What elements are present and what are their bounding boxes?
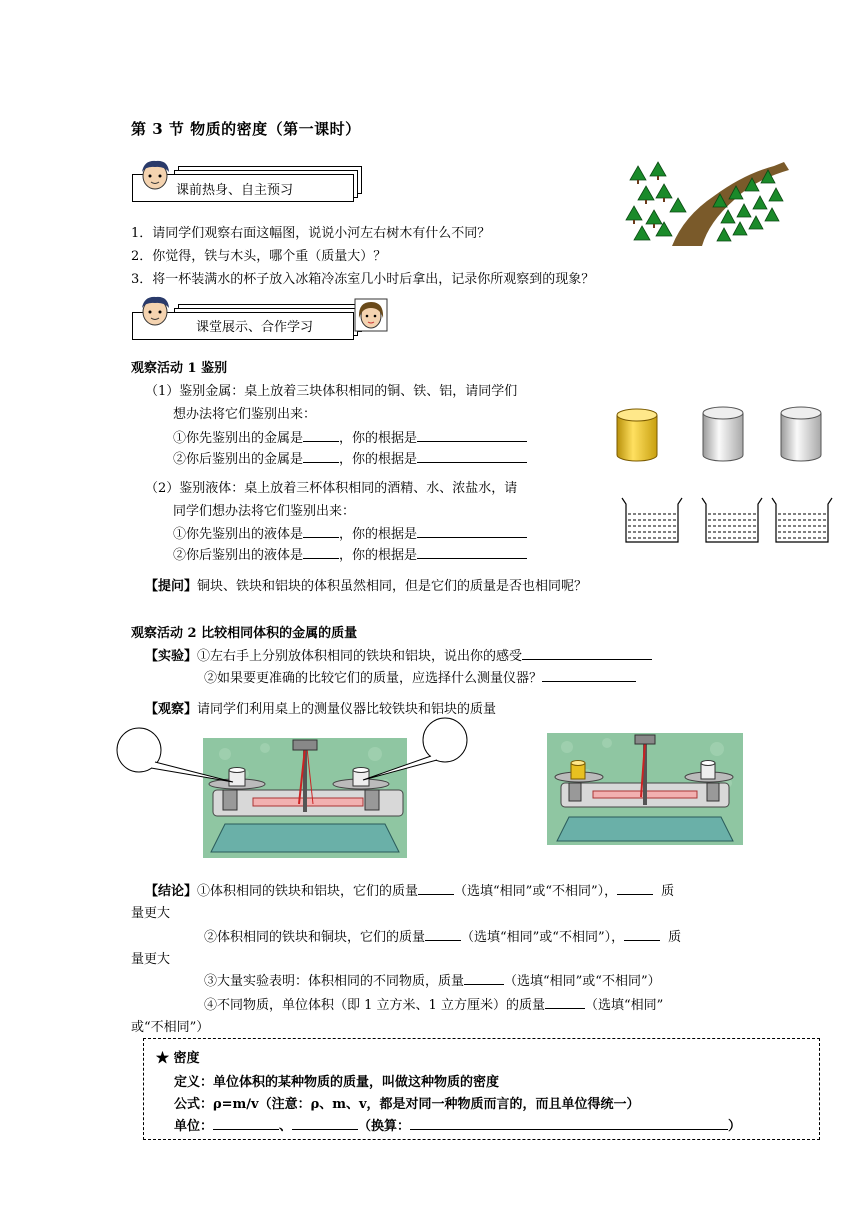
density-unit-line <box>174 1115 741 1134</box>
conclusion-1-wrap: 量更大 <box>131 906 171 921</box>
metal-first-reason-blank[interactable] <box>417 429 527 442</box>
conclusion-3-text: ③大量实验表明：体积相同的不同物质，质量 <box>204 974 465 989</box>
unit-label: 单位： <box>174 1119 214 1134</box>
experiment-text-2: ②如果要更准确的比较它们的质量，应选择什么测量仪器？ <box>204 671 543 686</box>
liquid-second-line <box>173 544 527 563</box>
metal-second-prompt: ②你后鉴别出的金属是 <box>173 452 304 467</box>
conclusion-4-blank[interactable] <box>545 996 585 1009</box>
density-heading: ★ 密度 <box>156 1051 200 1066</box>
metal-first-prompt: ①你先鉴别出的金属是 <box>173 431 304 446</box>
liquid-second-prompt: ②你后鉴别出的液体是 <box>173 548 304 563</box>
activity-1-part-1-text: （1）鉴别金属：桌上放着三块体积相同的铜、铁、铝，请同学们 <box>145 384 518 399</box>
balance-scale-illustration-2 <box>547 733 743 845</box>
preview-question-1: 1．请同学们观察右面这幅图，说说小河左右树木有什么不同？ <box>131 226 491 241</box>
liquid-first-line <box>173 523 527 542</box>
conclusion-2-wrap: 量更大 <box>131 952 171 967</box>
conclusion-4-wrap: 或“不相同”） <box>131 1020 210 1035</box>
balance-scale-illustration <box>115 714 475 860</box>
observe-text: 请同学们利用桌上的测量仪器比较铁块和铝块的质量 <box>197 702 497 717</box>
metal-second-line <box>173 448 527 467</box>
silver-cylinder-icon <box>700 405 746 463</box>
beaker-icon <box>620 496 684 546</box>
density-definition: 定义：单位体积的某种物质的质量，叫做这种物质的密度 <box>174 1075 500 1090</box>
feeling-blank[interactable] <box>522 647 652 660</box>
experiment-text-1: ①左右手上分别放体积相同的铁块和铝块，说出你的感受 <box>197 649 523 664</box>
conclusion-4-text: ④不同物质，单位体积（即 1 立方米、1 立方厘米）的质量 <box>204 998 545 1013</box>
section-banner-class <box>130 294 390 340</box>
liquid-first-reason-blank[interactable] <box>417 525 527 538</box>
conclusion-1-blank-b[interactable] <box>617 882 653 895</box>
density-summary-box <box>143 1038 820 1140</box>
instrument-blank[interactable] <box>542 669 636 682</box>
beaker-icon <box>770 496 834 546</box>
liquid-first-blank[interactable] <box>303 525 339 538</box>
banner-label: 课前热身、自主预习 <box>176 183 294 198</box>
student-avatar-icon <box>134 158 176 190</box>
conclusion-2-text: ②体积相同的铁块和铜块，它们的质量 <box>204 930 426 945</box>
student-avatar-icon <box>134 294 176 326</box>
metal-second-blank[interactable] <box>303 450 339 463</box>
experiment-tag: 【实验】 <box>145 649 198 664</box>
activity-2-heading: 观察活动 2 比较相同体积的金属的质量 <box>131 626 358 641</box>
banner-label: 课堂展示、合作学习 <box>196 320 314 335</box>
conclusion-tag: 【结论】 <box>145 884 198 899</box>
reason-prompt: ，你的根据是 <box>339 527 418 542</box>
conclusion-1-tail: 质 <box>661 884 675 899</box>
activity-1-part-2-text-cont: 同学们想办法将它们鉴别出来： <box>173 504 356 519</box>
beaker-icon <box>700 496 764 546</box>
conversion-label: （换算： <box>358 1119 411 1134</box>
teacher-avatar-icon <box>354 298 388 332</box>
question-tag: 【提问】 <box>145 579 198 594</box>
conclusion-3-hint: （选填“相同”或“不相同”） <box>504 974 661 989</box>
question-line <box>145 575 587 594</box>
liquid-second-blank[interactable] <box>303 546 339 559</box>
conclusion-2-blank-a[interactable] <box>425 928 461 941</box>
unit-blank-2[interactable] <box>292 1117 358 1130</box>
trees-river-illustration <box>624 156 794 248</box>
conclusion-2-hint: （选填“相同”或“不相同”）， <box>461 930 625 945</box>
conclusion-1-text: ①体积相同的铁块和铝块，它们的质量 <box>197 884 419 899</box>
activity-1-part-2-text: （2）鉴别液体：桌上放着三杯体积相同的酒精、水、浓盐水，请 <box>145 481 518 496</box>
conclusion-line-1 <box>131 880 674 899</box>
gold-cylinder-icon <box>614 407 660 463</box>
conclusion-4-hint: （选填“相同” <box>584 998 664 1013</box>
preview-question-3: 3．将一杯装满水的杯子放入冰箱冷冻室几小时后拿出，记录你所观察到的现象？ <box>131 272 595 287</box>
unit-separator: 、 <box>279 1119 293 1134</box>
activity-1-heading: 观察活动 1 鉴别 <box>131 361 228 376</box>
silver-cylinder-icon <box>778 405 824 463</box>
experiment-line-2 <box>204 667 636 686</box>
conclusion-line-4 <box>204 994 663 1013</box>
liquid-second-reason-blank[interactable] <box>417 546 527 559</box>
conclusion-1-hint: （选填“相同”或“不相同”）， <box>454 884 618 899</box>
metal-first-line <box>173 427 527 446</box>
conclusion-line-2 <box>204 926 681 945</box>
conclusion-line-3 <box>204 970 661 989</box>
liquid-first-prompt: ①你先鉴别出的液体是 <box>173 527 304 542</box>
density-formula: 公式：ρ=m/v（注意：ρ、m、v，都是对同一种物质而言的，而且单位得统一） <box>174 1097 640 1112</box>
question-text: 铜块、铁块和铝块的体积虽然相同，但是它们的质量是否也相同呢？ <box>197 579 588 594</box>
reason-prompt: ，你的根据是 <box>339 548 418 563</box>
section-banner-preview <box>130 158 370 202</box>
activity-1-part-1-text-cont: 想办法将它们鉴别出来： <box>173 407 317 422</box>
reason-prompt: ，你的根据是 <box>339 452 418 467</box>
metal-second-reason-blank[interactable] <box>417 450 527 463</box>
conclusion-1-blank-a[interactable] <box>418 882 454 895</box>
unit-blank-1[interactable] <box>213 1117 279 1130</box>
conclusion-3-blank[interactable] <box>464 972 504 985</box>
conversion-close: ） <box>728 1119 742 1134</box>
observe-tag: 【观察】 <box>145 702 198 717</box>
conclusion-2-blank-b[interactable] <box>624 928 660 941</box>
conclusion-2-tail: 质 <box>668 930 682 945</box>
metal-first-blank[interactable] <box>303 429 339 442</box>
preview-question-2: 2．你觉得，铁与木头，哪个重（质量大）？ <box>131 249 387 264</box>
conversion-blank[interactable] <box>410 1117 728 1130</box>
page-title: 第 3 节 物质的密度（第一课时） <box>131 120 361 138</box>
reason-prompt: ，你的根据是 <box>339 431 418 446</box>
experiment-line-1 <box>145 645 652 664</box>
